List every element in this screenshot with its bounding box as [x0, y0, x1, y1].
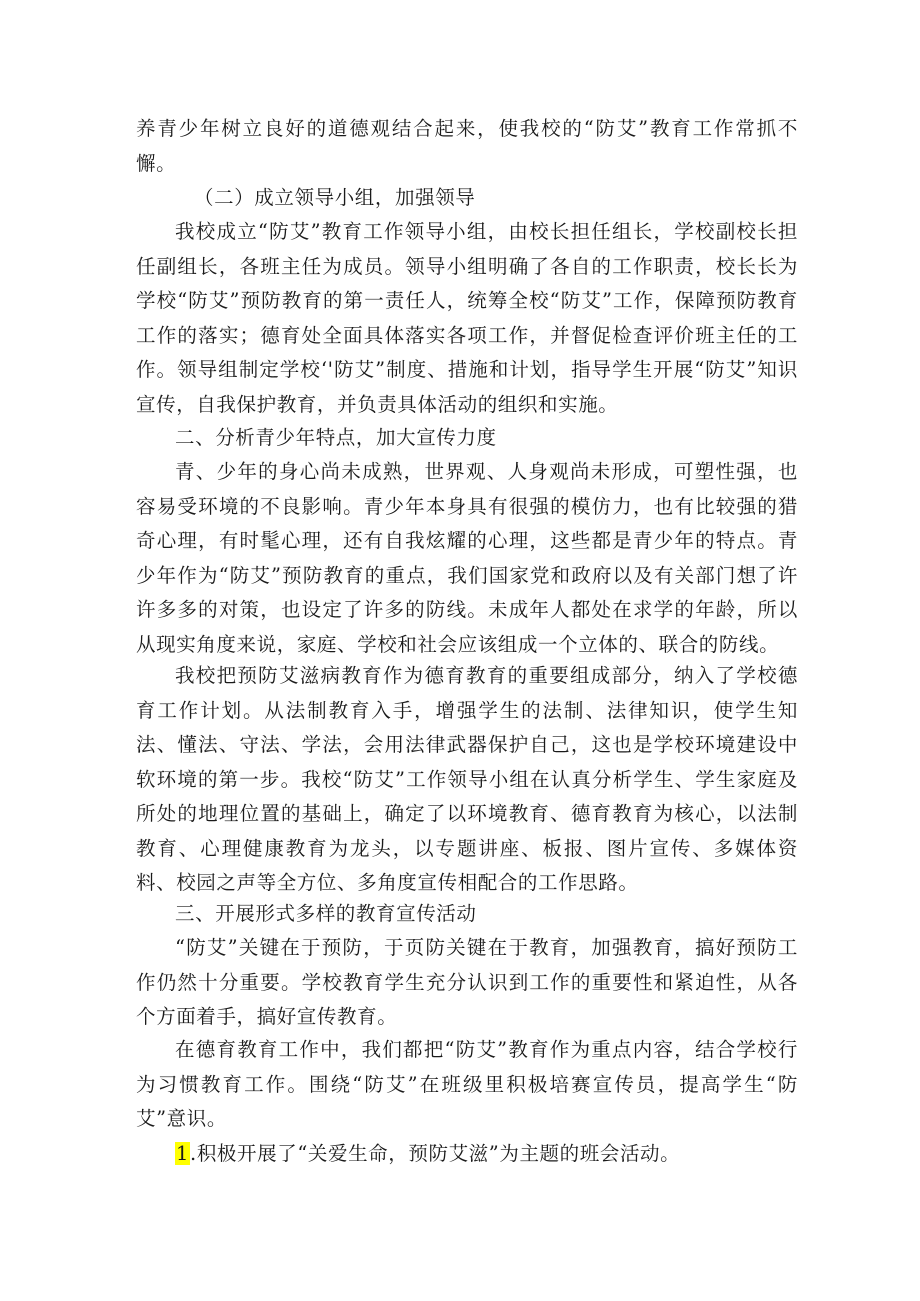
paragraph-continuation: 养青少年树立良好的道德观结合起来，使我校的“防艾”教育工作常抓不懈。 [136, 117, 798, 175]
list-item-1 [175, 1137, 680, 1172]
paragraph-prevention-key: “防艾”关键在于预防，于页防关键在于教育，加强教育，搞好预防工作仍然十分重要。学校教育学生充分认识到工作的重要性和紧迫性，从各个方面着手，搞好宣传教育。 [136, 936, 798, 1028]
heading-section-three: 三、开展形式多样的教育宣传活动 [175, 902, 477, 925]
paragraph-school-plan: 我校把预防艾滋病教育作为德育教育的重要组成部分，纳入了学校德育工作计划。从法制教育入手，增强学生的法制、法律知识，使学生知法、懂法、守法、学法，会用法律武器保护自己，这也是学校环境建设中软环境的第一步。我校“防艾”工作领导小组在认真分析学生、学生家庭及所处的地理位置的基础上，确定了以环境教育、德育教育为核心，以法制教育、心理健康教育为龙头，以专题讲座、板报、图片宣传、多媒体资料、校园之声等全方位、多角度宣传相配合的工作思路。 [136, 664, 798, 894]
list-item-number: 1 [176, 1142, 190, 1165]
heading-section-two: 二、分析青少年特点，加大宣传力度 [175, 426, 497, 449]
subheading-leadership-group: （二）成立领导小组，加强领导 [194, 186, 476, 209]
paragraph-leadership: 我校成立“防艾”教育工作领导小组，由校长担任组长，学校副校长担任副组长，各班主任为成员。领导小组明确了各自的工作职责，校长长为学校“防艾”预防教育的第一责任人，统筹全校“防艾”工作，保障预防教育工作的落实；德育处全面具体落实各项工作，并督促检查评价班主任的工作。领导组制定学校‘'防艾”制度、措施和计划，指导学生开展“防艾”知识宣传，自我保护教育，并负责具体活动的组织和实施。 [136, 220, 798, 416]
paragraph-moral-education: 在德育教育工作中，我们都把“防艾”教育作为重点内容，结合学校行为习惯教育工作。围绕“防艾”在班级里积极培赛宣传员，提高学生“防艾”意识。 [136, 1038, 798, 1130]
list-item-text: .积极开展了“关爱生命，预防艾滋”为主题的班会活动。 [190, 1142, 681, 1165]
paragraph-youth-traits: 青、少年的身心尚未成熟，世界观、人身观尚未形成，可塑性强，也容易受环境的不良影响。青少年本身具有很强的模仿力，也有比较强的猎奇心理，有时髦心理，还有自我炫耀的心理，这些都是青少年的特点。青少年作为“防艾”预防教育的重点，我们国家党和政府以及有关部门想了许许多多的对策，也设定了许多的防线。未成年人都处在求学的年龄，所以从现实角度来说，家庭、学校和社会应该组成一个立体的、联合的防线。 [136, 460, 798, 656]
